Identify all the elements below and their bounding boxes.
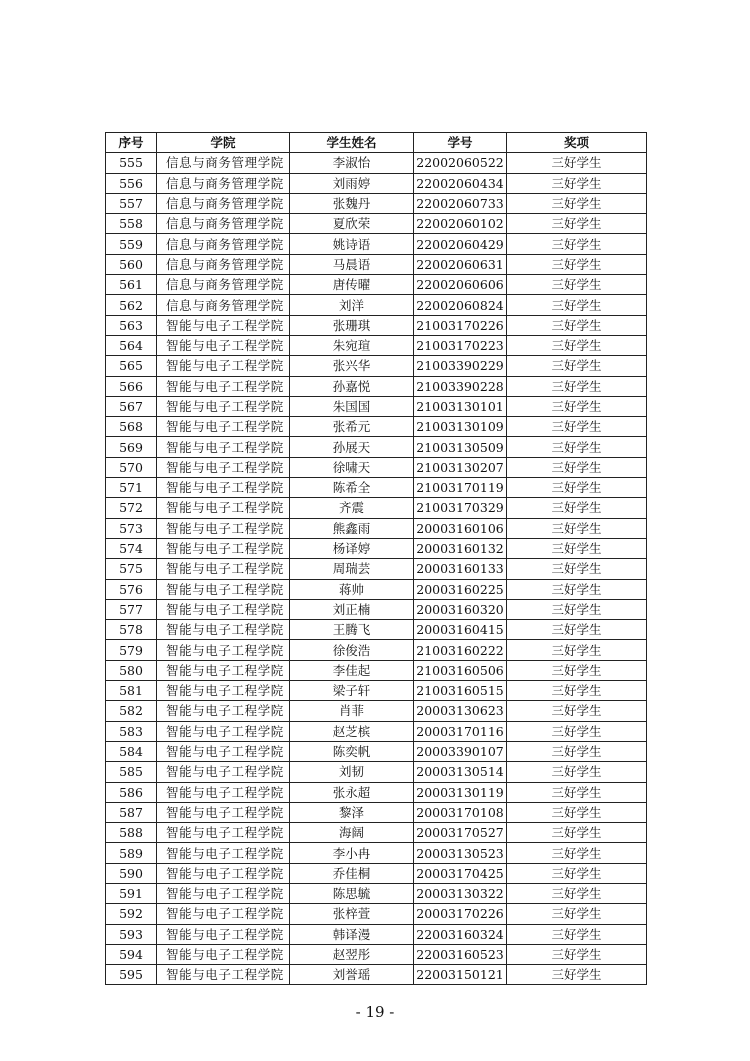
cell-student-id: 22002060429 xyxy=(414,234,507,254)
cell-student-id: 22003160523 xyxy=(414,944,507,964)
cell-college: 智能与电子工程学院 xyxy=(157,559,290,579)
cell-seq: 591 xyxy=(106,883,157,903)
table-row xyxy=(106,437,647,457)
cell-college: 信息与商务管理学院 xyxy=(157,275,290,295)
cell-student-name: 陈希全 xyxy=(290,478,414,498)
cell-college: 智能与电子工程学院 xyxy=(157,741,290,761)
cell-award: 三好学生 xyxy=(507,863,647,883)
cell-seq: 580 xyxy=(106,660,157,680)
cell-student-id: 21003130109 xyxy=(414,417,507,437)
table-row xyxy=(106,478,647,498)
cell-college: 智能与电子工程学院 xyxy=(157,538,290,558)
cell-college: 智能与电子工程学院 xyxy=(157,518,290,538)
table-row xyxy=(106,518,647,538)
cell-seq: 592 xyxy=(106,904,157,924)
cell-award: 三好学生 xyxy=(507,356,647,376)
cell-student-id: 20003160132 xyxy=(414,538,507,558)
cell-student-name: 黎泽 xyxy=(290,802,414,822)
cell-student-id: 20003130523 xyxy=(414,843,507,863)
cell-college: 智能与电子工程学院 xyxy=(157,579,290,599)
table-row xyxy=(106,823,647,843)
cell-college: 智能与电子工程学院 xyxy=(157,782,290,802)
cell-award: 三好学生 xyxy=(507,295,647,315)
header-award: 奖项 xyxy=(507,133,647,153)
cell-seq: 559 xyxy=(106,234,157,254)
table-row xyxy=(106,417,647,437)
cell-college: 智能与电子工程学院 xyxy=(157,802,290,822)
table-row xyxy=(106,376,647,396)
cell-student-id: 22002060733 xyxy=(414,193,507,213)
cell-college: 信息与商务管理学院 xyxy=(157,234,290,254)
header-student-id: 学号 xyxy=(414,133,507,153)
cell-student-name: 王腾飞 xyxy=(290,620,414,640)
cell-student-name: 张魏丹 xyxy=(290,193,414,213)
cell-college: 智能与电子工程学院 xyxy=(157,701,290,721)
cell-college: 信息与商务管理学院 xyxy=(157,193,290,213)
cell-college: 智能与电子工程学院 xyxy=(157,843,290,863)
cell-seq: 585 xyxy=(106,762,157,782)
cell-student-id: 22002060102 xyxy=(414,214,507,234)
cell-award: 三好学生 xyxy=(507,254,647,274)
cell-seq: 595 xyxy=(106,965,157,985)
cell-seq: 557 xyxy=(106,193,157,213)
table-row xyxy=(106,924,647,944)
cell-student-name: 姚诗语 xyxy=(290,234,414,254)
cell-student-name: 赵翌彤 xyxy=(290,944,414,964)
table-row xyxy=(106,275,647,295)
cell-student-name: 乔佳桐 xyxy=(290,863,414,883)
page-number: - 19 - xyxy=(355,1003,395,1021)
cell-award: 三好学生 xyxy=(507,518,647,538)
table-row xyxy=(106,944,647,964)
cell-college: 智能与电子工程学院 xyxy=(157,498,290,518)
cell-seq: 594 xyxy=(106,944,157,964)
cell-college: 智能与电子工程学院 xyxy=(157,904,290,924)
table-row xyxy=(106,356,647,376)
cell-student-name: 马晨语 xyxy=(290,254,414,274)
cell-student-id: 22003160324 xyxy=(414,924,507,944)
cell-college: 信息与商务管理学院 xyxy=(157,173,290,193)
cell-student-id: 20003160225 xyxy=(414,579,507,599)
cell-student-name: 刘洋 xyxy=(290,295,414,315)
cell-student-id: 20003390107 xyxy=(414,741,507,761)
table-row xyxy=(106,802,647,822)
cell-student-name: 刘誉瑶 xyxy=(290,965,414,985)
cell-student-name: 杨译婷 xyxy=(290,538,414,558)
cell-award: 三好学生 xyxy=(507,173,647,193)
cell-student-id: 20003130514 xyxy=(414,762,507,782)
cell-award: 三好学生 xyxy=(507,579,647,599)
table-row xyxy=(106,498,647,518)
table-row xyxy=(106,214,647,234)
cell-student-name: 韩译漫 xyxy=(290,924,414,944)
cell-student-name: 徐俊浩 xyxy=(290,640,414,660)
cell-student-id: 20003160320 xyxy=(414,599,507,619)
table-row xyxy=(106,315,647,335)
cell-seq: 573 xyxy=(106,518,157,538)
table-row xyxy=(106,457,647,477)
table-row xyxy=(106,843,647,863)
cell-seq: 561 xyxy=(106,275,157,295)
cell-student-id: 22003150121 xyxy=(414,965,507,985)
cell-student-id: 21003160515 xyxy=(414,681,507,701)
cell-student-name: 李佳起 xyxy=(290,660,414,680)
cell-seq: 562 xyxy=(106,295,157,315)
table-row xyxy=(106,640,647,660)
cell-college: 智能与电子工程学院 xyxy=(157,823,290,843)
cell-college: 智能与电子工程学院 xyxy=(157,417,290,437)
cell-college: 智能与电子工程学院 xyxy=(157,762,290,782)
cell-college: 信息与商务管理学院 xyxy=(157,254,290,274)
table-row xyxy=(106,883,647,903)
cell-award: 三好学生 xyxy=(507,843,647,863)
cell-college: 智能与电子工程学院 xyxy=(157,335,290,355)
cell-award: 三好学生 xyxy=(507,721,647,741)
table-row xyxy=(106,254,647,274)
table-row xyxy=(106,681,647,701)
cell-student-id: 20003130119 xyxy=(414,782,507,802)
cell-student-id: 21003390229 xyxy=(414,356,507,376)
cell-seq: 584 xyxy=(106,741,157,761)
cell-seq: 578 xyxy=(106,620,157,640)
cell-seq: 582 xyxy=(106,701,157,721)
cell-award: 三好学生 xyxy=(507,701,647,721)
cell-seq: 568 xyxy=(106,417,157,437)
cell-seq: 576 xyxy=(106,579,157,599)
cell-seq: 587 xyxy=(106,802,157,822)
cell-seq: 583 xyxy=(106,721,157,741)
cell-student-id: 20003170226 xyxy=(414,904,507,924)
cell-college: 智能与电子工程学院 xyxy=(157,620,290,640)
table-row xyxy=(106,863,647,883)
table-header-row xyxy=(106,133,647,153)
cell-student-name: 朱宛瑄 xyxy=(290,335,414,355)
cell-student-name: 陈奕帆 xyxy=(290,741,414,761)
cell-seq: 555 xyxy=(106,153,157,173)
cell-award: 三好学生 xyxy=(507,153,647,173)
cell-award: 三好学生 xyxy=(507,599,647,619)
cell-seq: 593 xyxy=(106,924,157,944)
cell-student-id: 21003160506 xyxy=(414,660,507,680)
table-row xyxy=(106,965,647,985)
table-row xyxy=(106,782,647,802)
cell-student-id: 21003160222 xyxy=(414,640,507,660)
cell-student-name: 陈思毓 xyxy=(290,883,414,903)
cell-student-id: 22002060434 xyxy=(414,173,507,193)
cell-student-name: 刘韧 xyxy=(290,762,414,782)
header-student-name: 学生姓名 xyxy=(290,133,414,153)
cell-award: 三好学生 xyxy=(507,275,647,295)
cell-award: 三好学生 xyxy=(507,335,647,355)
cell-student-id: 21003170329 xyxy=(414,498,507,518)
cell-student-name: 唐传曜 xyxy=(290,275,414,295)
cell-seq: 572 xyxy=(106,498,157,518)
cell-student-name: 孙嘉悦 xyxy=(290,376,414,396)
cell-college: 信息与商务管理学院 xyxy=(157,153,290,173)
cell-award: 三好学生 xyxy=(507,904,647,924)
awards-table xyxy=(105,132,647,985)
cell-college: 智能与电子工程学院 xyxy=(157,640,290,660)
cell-student-id: 20003160415 xyxy=(414,620,507,640)
cell-student-name: 齐震 xyxy=(290,498,414,518)
cell-award: 三好学生 xyxy=(507,538,647,558)
cell-student-name: 张珊琪 xyxy=(290,315,414,335)
table-row xyxy=(106,599,647,619)
cell-student-name: 夏欣荣 xyxy=(290,214,414,234)
cell-award: 三好学生 xyxy=(507,234,647,254)
table-row xyxy=(106,295,647,315)
cell-college: 智能与电子工程学院 xyxy=(157,599,290,619)
table-row xyxy=(106,153,647,173)
cell-college: 智能与电子工程学院 xyxy=(157,457,290,477)
cell-student-name: 李小冉 xyxy=(290,843,414,863)
cell-award: 三好学生 xyxy=(507,823,647,843)
cell-seq: 579 xyxy=(106,640,157,660)
cell-seq: 581 xyxy=(106,681,157,701)
cell-student-id: 22002060606 xyxy=(414,275,507,295)
cell-seq: 589 xyxy=(106,843,157,863)
cell-seq: 566 xyxy=(106,376,157,396)
cell-seq: 590 xyxy=(106,863,157,883)
cell-college: 智能与电子工程学院 xyxy=(157,721,290,741)
cell-student-id: 20003160133 xyxy=(414,559,507,579)
cell-student-id: 21003390228 xyxy=(414,376,507,396)
header-college: 学院 xyxy=(157,133,290,153)
cell-student-name: 张永超 xyxy=(290,782,414,802)
cell-seq: 558 xyxy=(106,214,157,234)
cell-student-id: 21003170223 xyxy=(414,335,507,355)
cell-student-id: 22002060631 xyxy=(414,254,507,274)
cell-award: 三好学生 xyxy=(507,965,647,985)
cell-college: 智能与电子工程学院 xyxy=(157,883,290,903)
cell-student-name: 张梓萱 xyxy=(290,904,414,924)
cell-award: 三好学生 xyxy=(507,498,647,518)
cell-college: 智能与电子工程学院 xyxy=(157,315,290,335)
cell-student-id: 20003170116 xyxy=(414,721,507,741)
table-row xyxy=(106,234,647,254)
cell-seq: 574 xyxy=(106,538,157,558)
cell-college: 智能与电子工程学院 xyxy=(157,376,290,396)
header-seq: 序号 xyxy=(106,133,157,153)
cell-college: 智能与电子工程学院 xyxy=(157,924,290,944)
table-row xyxy=(106,741,647,761)
cell-seq: 556 xyxy=(106,173,157,193)
cell-college: 智能与电子工程学院 xyxy=(157,863,290,883)
table-row xyxy=(106,904,647,924)
table-row xyxy=(106,396,647,416)
cell-seq: 575 xyxy=(106,559,157,579)
cell-student-name: 刘正楠 xyxy=(290,599,414,619)
cell-student-name: 刘雨婷 xyxy=(290,173,414,193)
table-row xyxy=(106,721,647,741)
cell-award: 三好学生 xyxy=(507,559,647,579)
cell-student-id: 21003170226 xyxy=(414,315,507,335)
cell-student-id: 21003170119 xyxy=(414,478,507,498)
cell-student-name: 赵芝槟 xyxy=(290,721,414,741)
cell-award: 三好学生 xyxy=(507,802,647,822)
cell-award: 三好学生 xyxy=(507,944,647,964)
cell-award: 三好学生 xyxy=(507,782,647,802)
cell-student-name: 张兴华 xyxy=(290,356,414,376)
cell-student-name: 张希元 xyxy=(290,417,414,437)
cell-award: 三好学生 xyxy=(507,681,647,701)
cell-college: 信息与商务管理学院 xyxy=(157,295,290,315)
cell-college: 智能与电子工程学院 xyxy=(157,396,290,416)
cell-award: 三好学生 xyxy=(507,883,647,903)
cell-student-id: 20003130322 xyxy=(414,883,507,903)
cell-seq: 563 xyxy=(106,315,157,335)
cell-seq: 560 xyxy=(106,254,157,274)
cell-student-name: 蒋帅 xyxy=(290,579,414,599)
cell-college: 智能与电子工程学院 xyxy=(157,660,290,680)
table-row xyxy=(106,335,647,355)
cell-seq: 586 xyxy=(106,782,157,802)
cell-award: 三好学生 xyxy=(507,640,647,660)
cell-student-name: 肖菲 xyxy=(290,701,414,721)
table-row xyxy=(106,173,647,193)
cell-award: 三好学生 xyxy=(507,376,647,396)
cell-college: 智能与电子工程学院 xyxy=(157,681,290,701)
table-row xyxy=(106,701,647,721)
cell-college: 智能与电子工程学院 xyxy=(157,478,290,498)
cell-college: 智能与电子工程学院 xyxy=(157,437,290,457)
cell-student-id: 22002060522 xyxy=(414,153,507,173)
table-row xyxy=(106,660,647,680)
table-body xyxy=(106,153,647,985)
cell-award: 三好学生 xyxy=(507,762,647,782)
cell-award: 三好学生 xyxy=(507,437,647,457)
cell-student-name: 李淑怡 xyxy=(290,153,414,173)
cell-student-name: 徐啸天 xyxy=(290,457,414,477)
cell-award: 三好学生 xyxy=(507,620,647,640)
cell-award: 三好学生 xyxy=(507,741,647,761)
cell-student-name: 熊鑫雨 xyxy=(290,518,414,538)
table-row xyxy=(106,762,647,782)
cell-student-name: 孙展天 xyxy=(290,437,414,457)
cell-student-id: 20003130623 xyxy=(414,701,507,721)
cell-student-id: 22002060824 xyxy=(414,295,507,315)
cell-student-name: 海阔 xyxy=(290,823,414,843)
table-row xyxy=(106,538,647,558)
cell-student-id: 21003130101 xyxy=(414,396,507,416)
cell-college: 智能与电子工程学院 xyxy=(157,965,290,985)
cell-seq: 564 xyxy=(106,335,157,355)
table-row xyxy=(106,559,647,579)
cell-award: 三好学生 xyxy=(507,924,647,944)
cell-award: 三好学生 xyxy=(507,478,647,498)
cell-award: 三好学生 xyxy=(507,193,647,213)
cell-award: 三好学生 xyxy=(507,417,647,437)
cell-student-id: 20003170108 xyxy=(414,802,507,822)
cell-student-id: 20003160106 xyxy=(414,518,507,538)
cell-seq: 577 xyxy=(106,599,157,619)
cell-student-id: 20003170425 xyxy=(414,863,507,883)
cell-college: 智能与电子工程学院 xyxy=(157,356,290,376)
cell-seq: 571 xyxy=(106,478,157,498)
cell-student-id: 21003130207 xyxy=(414,457,507,477)
cell-student-id: 21003130509 xyxy=(414,437,507,457)
cell-seq: 569 xyxy=(106,437,157,457)
table-row xyxy=(106,579,647,599)
cell-seq: 565 xyxy=(106,356,157,376)
cell-award: 三好学生 xyxy=(507,214,647,234)
cell-college: 信息与商务管理学院 xyxy=(157,214,290,234)
cell-seq: 570 xyxy=(106,457,157,477)
cell-college: 智能与电子工程学院 xyxy=(157,944,290,964)
cell-student-name: 周瑞芸 xyxy=(290,559,414,579)
cell-award: 三好学生 xyxy=(507,396,647,416)
table-row xyxy=(106,193,647,213)
cell-student-name: 梁子轩 xyxy=(290,681,414,701)
cell-seq: 588 xyxy=(106,823,157,843)
cell-award: 三好学生 xyxy=(507,660,647,680)
cell-award: 三好学生 xyxy=(507,457,647,477)
cell-award: 三好学生 xyxy=(507,315,647,335)
table-row xyxy=(106,620,647,640)
cell-student-id: 20003170527 xyxy=(414,823,507,843)
cell-seq: 567 xyxy=(106,396,157,416)
cell-student-name: 朱国国 xyxy=(290,396,414,416)
